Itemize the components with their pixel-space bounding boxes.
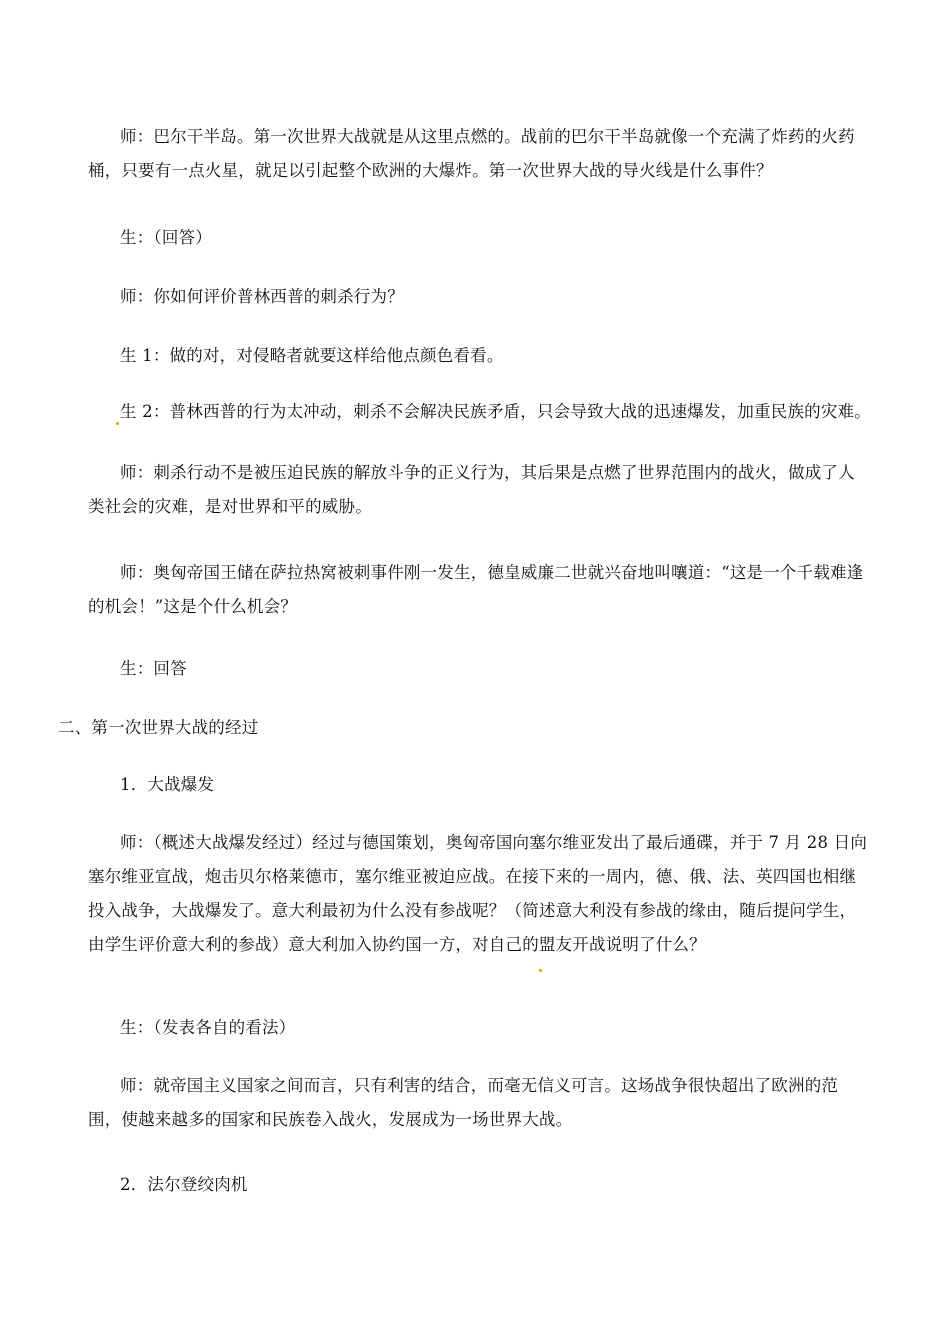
teacher-paragraph-balkans: 师：巴尔干半岛。第一次世界大战就是从这里点燃的。战前的巴尔干半岛就像一个充满了炸药的火药桶，只要有一点火星，就足以引起整个欧洲的大爆炸。第一次世界大战的导火线是什么事件？ [88, 127, 855, 180]
student-answer-line-2: 生：回答 [120, 659, 187, 678]
student-1-line: 生 1：做的对，对侵略者就要这样给他点颜色看看。 [120, 346, 504, 365]
student-2-line: 生 2：普林西普的行为太冲动，刺杀不会解决民族矛盾，只会导致大战的迅速爆发，加重民族的灾难。 [120, 402, 871, 421]
teacher-paragraph-outbreak: 师：（概述大战爆发经过）经过与德国策划，奥匈帝国向塞尔维亚发出了最后通碟，并于 7 月 28 日向塞尔维亚宣战，炮击贝尔格莱德市，塞尔维亚被迫应战。在接下来的一周内，德、俄、法、英四国也相继投入战争，大战爆发了。意大利最初为什么没有参战呢？（简述意大利没有参战的缘由，随后提问学生，由学生评价意大利的参战）意大利加入协约国一方，对自己的盟友开战说明了什么？ [88, 833, 868, 954]
teacher-paragraph-assassination: 师：刺杀行动不是被压迫民族的解放斗争的正义行为，其后果是点燃了世界范围内的战火，做成了人类社会的灾难，是对世界和平的威胁。 [88, 463, 855, 516]
teacher-paragraph-kaiser: 师：奥匈帝国王储在萨拉热窝被刺事件刚一发生，德皇威廉二世就兴奋地叫嚷道：“这是一个千载难逢的机会！”这是个什么机会？ [88, 563, 864, 616]
edit-mark-icon [539, 969, 542, 972]
subsection-heading-1: 1．大战爆发 [120, 775, 215, 794]
student-answer-line: 生：（回答） [120, 228, 212, 247]
teacher-paragraph-imperialism: 师：就帝国主义国家之间而言，只有利害的结合，而毫无信义可言。这场战争很快超出了欧洲的范围，使越来越多的国家和民族卷入战火，发展成为一场世界大战。 [88, 1076, 839, 1129]
teacher-question-line: 师：你如何评价普林西普的刺杀行为？ [120, 287, 404, 306]
section-heading-2: 二、第一次世界大战的经过 [58, 718, 259, 737]
student-opinion-line: 生：（发表各自的看法） [120, 1018, 296, 1037]
edit-mark-icon [116, 422, 119, 425]
subsection-heading-2: 2．法尔登绞肉机 [120, 1175, 248, 1194]
